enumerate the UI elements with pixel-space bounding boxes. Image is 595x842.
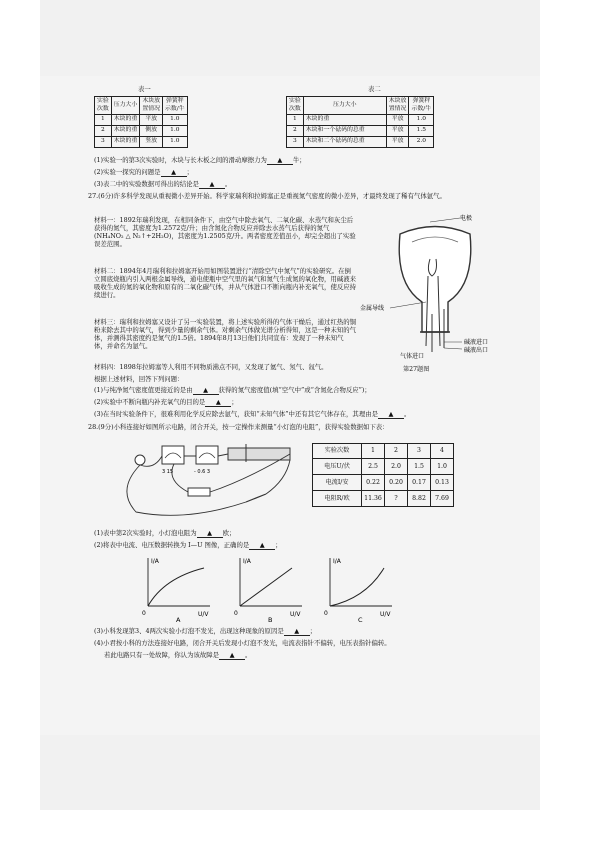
answer-blank[interactable]: ▲ <box>249 541 275 550</box>
table-header-cell: 实验 次数 <box>287 97 304 115</box>
q28-sub1-text: (1)表中第2次实验时，小灯泡电阻为 <box>94 529 197 537</box>
table-cell: 7.69 <box>431 491 454 507</box>
light-bulb-icon <box>135 455 145 465</box>
q26-sub3-end: 。 <box>224 180 232 188</box>
table-row <box>313 459 454 475</box>
table-row <box>95 115 188 126</box>
label-alkali-inlet: 碱液进口 <box>464 339 489 346</box>
table-cell: 2.0 <box>385 459 408 475</box>
table-header-cell: 3 <box>408 444 431 459</box>
q28-sub2-text: (2)将表中电流、电压数据转换为 I—U 图像，正确的是 <box>94 541 250 549</box>
q26-sub3 <box>94 180 231 189</box>
answer-blank[interactable]: ▲ <box>284 627 310 636</box>
table-cell: 竖放 <box>140 137 163 148</box>
table-cell: 电流I/安 <box>313 475 362 491</box>
q26-sub1 <box>94 156 306 165</box>
table-header-cell: 压力大小 <box>303 97 386 115</box>
answer-blank[interactable]: ▲ <box>161 168 187 177</box>
q27-material3: 材料三：瑞利和拉姆塞又设计了另一实验装置，将上述实验所得的气体干燥后，通过红热的铜粉来除去其中的氧气，得到少量的剩余气体。对剩余气体做光谱分析得知，这是一种未知的气体，并测得其密度约是氮气的1.5倍。1894年8月13日他们共同宣布：发现了一种未知气体，并命名为氩气。 <box>94 318 357 350</box>
table-header-cell: 弹簧秤 示数/牛 <box>409 97 434 115</box>
table-cell: 1 <box>287 115 304 126</box>
leader-line-electrode <box>430 218 460 222</box>
table-cell: 木块的重 <box>111 126 140 137</box>
label-alkali-outlet: 碱液出口 <box>464 347 489 354</box>
q28-sub1-end: 欧； <box>222 529 236 537</box>
q28-sub4: (4)小君按小科的方法连接好电路，闭合开关后发现小灯泡不发光，电流表指针不偏转，电压表指针偏转。 <box>94 639 391 647</box>
table-cell: 平放 <box>386 115 409 126</box>
round-flask-shape <box>399 227 471 333</box>
q27-material4: 材料四：1898年拉姆塞等人利用不同物质沸点不同，又发现了氦气、氖气、氙气。 <box>94 363 328 371</box>
table-cell: 2.5 <box>362 459 385 475</box>
circuit-diagram <box>96 440 308 522</box>
q27-material2: 材料二：1894年4月瑞利和拉姆塞开始用如图装置进行“清除空气中氮气”的实验研究。在倒立圆底烧瓶内引入两根金属导线，通电使瓶中空气里的氧气和氮气生成氮的氧化物，用碱液来吸收生成的氮的氧化物和原有的二氧化碳气体，并从气体进口不断向瓶内补充氧气，使反应持续进行。 <box>94 267 357 299</box>
q27-sub1-end: 获得的氮气密度值(填“空气中”或“含氮化合物反应”)； <box>218 386 371 394</box>
table-row <box>287 115 434 126</box>
ammeter-icon <box>196 446 218 464</box>
graph-c-letter: C <box>358 616 363 624</box>
table-header-cell: 实验次数 <box>313 444 362 459</box>
table-cell: 电压U/伏 <box>313 459 362 475</box>
table-row <box>287 97 434 115</box>
q27-sub1-text: (1)与纯净氮气密度值更接近的是由 <box>94 386 193 394</box>
q28-data-table <box>312 443 454 507</box>
graph-a-letter: A <box>176 616 181 624</box>
table-cell: 电阻R/欧 <box>313 491 362 507</box>
table-row <box>313 444 454 459</box>
table-row <box>287 126 434 137</box>
table-header-cell: 弹簧秤 示数/牛 <box>163 97 188 115</box>
table-cell: 2 <box>95 126 112 137</box>
table-header-cell: 木块放 置情况 <box>140 97 163 115</box>
q27-intro: 27.(6分)许多科学发现从重视微小差异开始。科学家瑞利和拉姆塞正是重视氮气密度的微小差异，才最终发现了稀有气体氩气。 <box>88 192 446 200</box>
q28-sub3 <box>94 627 316 636</box>
graph-a <box>142 558 210 624</box>
iu-graphs <box>140 554 410 624</box>
graph-b-origin: 0 <box>234 610 238 617</box>
table-cell: 侧放 <box>140 126 163 137</box>
table-cell: 木块的重 <box>111 115 140 126</box>
q27-sub1 <box>94 386 371 395</box>
bottom-margin-band <box>40 735 540 810</box>
graph-c <box>324 558 392 624</box>
q28-sub3-text: (3)小科发现第3、4两次实验小灯泡不发光，出现这种现象的原因是 <box>94 627 284 635</box>
table-cell: 1.0 <box>163 115 188 126</box>
q26-sub1-end: 牛； <box>292 156 306 164</box>
table-cell: 0.13 <box>431 475 454 491</box>
answer-blank[interactable]: ▲ <box>197 529 223 538</box>
table-row <box>95 137 188 148</box>
table-header-cell: 1 <box>362 444 385 459</box>
q28-sub2-end: ； <box>275 541 282 549</box>
graph-b-letter: B <box>268 616 273 624</box>
voltmeter-icon <box>162 446 184 464</box>
table-cell: 1.5 <box>409 126 434 137</box>
graph-c-origin: 0 <box>324 610 328 617</box>
table-cell: 平放 <box>386 126 409 137</box>
q27-sub3-end: 。 <box>404 410 411 418</box>
q28-intro: 28.(9分)小科连接好如图所示电路，闭合开关，按一定操作来测量“小灯泡的电阻”，获得实验数据如下表： <box>88 423 389 431</box>
q26-sub1-text: (1)实验一的第3次实验时，木块与长木板之间的滑动摩擦力为 <box>94 156 267 164</box>
table-row <box>313 491 454 507</box>
ammeter-range-label: - 0.6 3 <box>194 469 211 475</box>
table-cell: 0.17 <box>408 475 431 491</box>
table-row <box>95 126 188 137</box>
battery-icon <box>188 488 210 496</box>
table-cell: 1.0 <box>409 115 434 126</box>
table-cell: 2.0 <box>409 137 434 148</box>
table-header-cell: 实验 次数 <box>95 97 112 115</box>
q26-sub2-text: (2)实验一探究的问题是 <box>94 168 161 176</box>
rheostat-icon <box>228 448 290 460</box>
table-cell: 木块的重 <box>111 137 140 148</box>
q28-sub4b-text: 若此电路只有一处故障，你认为该故障是 <box>104 651 220 659</box>
switch-icon <box>246 494 266 502</box>
answer-blank[interactable]: ▲ <box>378 410 404 419</box>
table2-caption: 表二 <box>368 85 381 93</box>
graph-b-ylabel: I/A <box>243 558 251 565</box>
table-cell: 11.36 <box>362 491 385 507</box>
q26-sub3-text: (3)表二中的实验数据可得出的结论是 <box>94 180 199 188</box>
label-electrode: 电极 <box>460 215 473 222</box>
table-cell: 3 <box>95 137 112 148</box>
flask-apparatus-figure <box>360 214 510 364</box>
leader-line-wire <box>390 302 426 308</box>
table1 <box>94 96 188 148</box>
q28-sub4b <box>104 651 251 660</box>
table-cell: 0.20 <box>385 475 408 491</box>
top-margin-band <box>40 0 540 76</box>
table-cell: 木块和二个砝码的总重 <box>303 137 386 148</box>
q28-sub3-end: ； <box>309 627 317 635</box>
table-cell: 木块和一个砝码的总重 <box>303 126 386 137</box>
answer-blank[interactable]: ▲ <box>193 386 219 395</box>
table-cell: 1.5 <box>408 459 431 475</box>
answer-blank[interactable]: ▲ <box>199 180 225 189</box>
table-cell: 木块的重 <box>303 115 386 126</box>
table-cell: 平放 <box>386 137 409 148</box>
answer-blank[interactable]: ▲ <box>219 651 245 660</box>
table-cell: 1.0 <box>163 137 188 148</box>
q27-sub2 <box>94 398 238 407</box>
q26-sub2 <box>94 168 193 177</box>
graph-c-xlabel: U/V <box>380 611 391 618</box>
table-header-cell: 4 <box>431 444 454 459</box>
answer-blank[interactable]: ▲ <box>267 156 293 165</box>
graph-b-line <box>240 568 292 606</box>
graph-a-ylabel: I/A <box>151 558 159 565</box>
table-cell: 平放 <box>140 115 163 126</box>
label-metal-wire: 金属导线 <box>360 305 385 312</box>
table-header-cell: 压力大小 <box>111 97 140 115</box>
table-cell: 2 <box>287 126 304 137</box>
answer-blank[interactable]: ▲ <box>205 398 231 407</box>
graph-a-origin: 0 <box>142 610 146 617</box>
leader-line-alkali-out <box>444 348 462 349</box>
table-cell: 1.0 <box>163 126 188 137</box>
q28-sub4b-end: 。 <box>245 651 252 659</box>
table1-caption: 表一 <box>138 85 151 93</box>
table-cell: 3 <box>287 137 304 148</box>
graph-b <box>234 558 302 624</box>
table-cell: 0.22 <box>362 475 385 491</box>
table-header-cell: 木块放 置情况 <box>386 97 409 115</box>
table-cell: 1.0 <box>431 459 454 475</box>
voltmeter-range-label: 3 15 <box>162 469 174 475</box>
table-header-cell: 2 <box>385 444 408 459</box>
q27-sub2-text: (2)实验中不断向瓶内补充氧气的目的是 <box>94 398 206 406</box>
label-gas-inlet: 气体进口 <box>400 353 425 360</box>
table-row <box>95 97 188 115</box>
exam-page <box>40 76 540 735</box>
table-row <box>313 475 454 491</box>
table-row <box>287 137 434 148</box>
graph-a-xlabel: U/V <box>198 611 209 618</box>
graph-a-curve <box>148 568 204 606</box>
q27-ask: 根据上述材料，回答下列问题： <box>94 375 184 383</box>
figure27-caption: 第27题图 <box>403 366 430 373</box>
table-cell: ? <box>385 491 408 507</box>
graph-c-ylabel: I/A <box>333 558 341 565</box>
q27-material1: 材料一：1892年瑞利发现，在相同条件下，由空气中除去氧气、二氧化碳、水蒸气和灰尘后获得的氮气，其密度为1.2572克/升；由含氮化合物反应并除去水蒸气后获得的氮气(NH₄NO₂ △ N₂↑+2H₂O)，其密度为1.2505克/升。两者密度差值虽小，却完全超出了实验误差范围。 <box>94 216 356 248</box>
table-cell: 8.82 <box>408 491 431 507</box>
q28-sub1 <box>94 529 235 538</box>
q27-sub3-text: (3)在当时实验条件下，很难利用化学反应除去氩气，获知“未知气体”中还有其它气体存在，其理由是 <box>94 410 378 418</box>
q28-sub2 <box>94 541 282 550</box>
q27-sub3 <box>94 410 410 419</box>
q26-sub2-end: ； <box>186 168 193 176</box>
table-cell: 1 <box>95 115 112 126</box>
q27-sub2-end: ； <box>231 398 238 406</box>
graph-c-curve <box>330 568 384 606</box>
graph-b-xlabel: U/V <box>290 611 301 618</box>
table2 <box>286 96 434 148</box>
